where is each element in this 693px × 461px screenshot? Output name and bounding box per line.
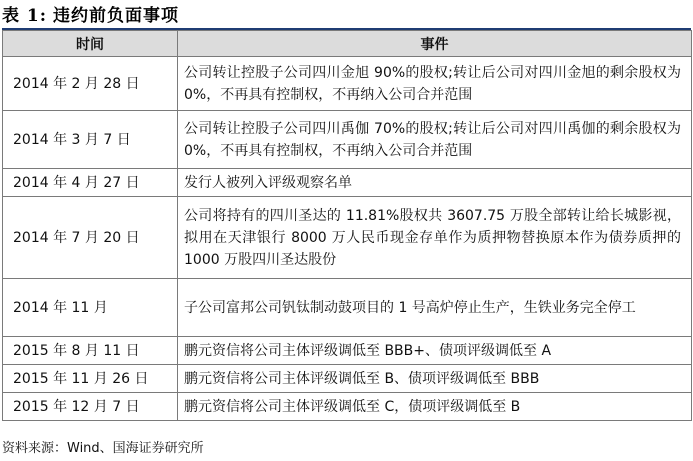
row-event: 鹏元资信将公司主体评级调低至 B、债项评级调低至 BBB xyxy=(178,365,692,393)
row-date: 2014 年 2 月 28 日 xyxy=(3,57,178,111)
row-date: 2014 年 7 月 20 日 xyxy=(3,197,178,279)
table-row xyxy=(3,365,692,393)
row-event: 公司将持有的四川圣达的 11.81%股权共 3607.75 万股全部转让给长城影视，拟用在天津银行 8000 万人民币现金存单作为质押物替换原本作为债券质押的 1000 万股四川圣达股份 xyxy=(178,197,692,279)
row-date: 2014 年 4 月 27 日 xyxy=(3,169,178,197)
row-date: 2014 年 11 月 xyxy=(3,279,178,337)
table-title-text: 违约前负面事项 xyxy=(52,6,179,26)
table-row xyxy=(3,393,692,421)
table-row xyxy=(3,111,692,169)
table-row xyxy=(3,169,692,197)
row-date: 2015 年 12 月 7 日 xyxy=(3,393,178,421)
row-event: 鹏元资信将公司主体评级调低至 C，债项评级调低至 B xyxy=(178,393,692,421)
row-date: 2015 年 8 月 11 日 xyxy=(3,337,178,365)
row-date: 2014 年 3 月 7 日 xyxy=(3,111,178,169)
row-event: 子公司富邦公司钒钛制动鼓项目的 1 号高炉停止生产，生铁业务完全停工 xyxy=(178,279,692,337)
table-row xyxy=(3,57,692,111)
table-title-prefix: 表 1: xyxy=(2,6,48,26)
table-row xyxy=(3,337,692,365)
header-time: 时间 xyxy=(3,31,178,57)
row-event: 公司转让控股子公司四川禹伽 70%的股权;转让后公司对四川禹伽的剩余股权为 0%，不再具有控制权，不再纳入公司合并范围 xyxy=(178,111,692,169)
row-date: 2015 年 11 月 26 日 xyxy=(3,365,178,393)
row-event: 公司转让控股子公司四川金旭 90%的股权;转让后公司对四川金旭的剩余股权为 0%，不再具有控制权，不再纳入公司合并范围 xyxy=(178,57,692,111)
events-table xyxy=(2,30,692,421)
table-row xyxy=(3,197,692,279)
row-event: 发行人被列入评级观察名单 xyxy=(178,169,692,197)
table-header-row xyxy=(3,31,692,57)
header-event: 事件 xyxy=(178,31,692,57)
row-event: 鹏元资信将公司主体评级调低至 BBB+、债项评级调低至 A xyxy=(178,337,692,365)
table-row xyxy=(3,279,692,337)
source-note: 资料来源：Wind、国海证券研究所 xyxy=(2,441,204,456)
table-title xyxy=(2,4,691,30)
